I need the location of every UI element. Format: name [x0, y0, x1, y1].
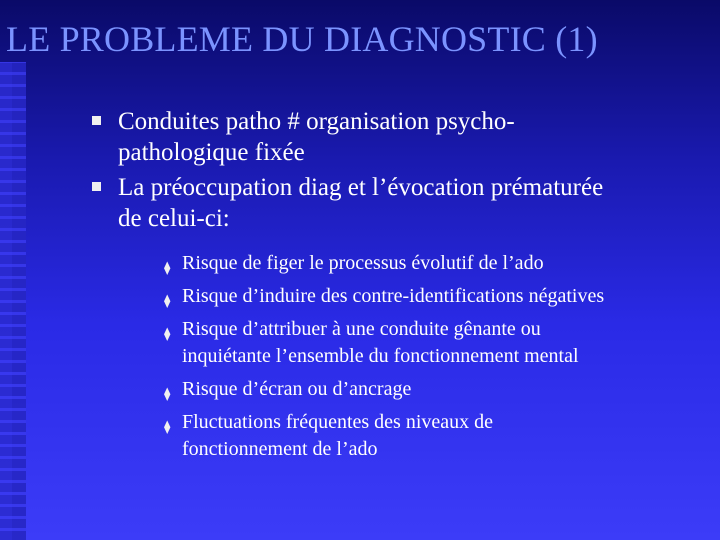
decorative-left-strip [0, 62, 26, 540]
sub-bullet-text-line: fonctionnement de l’ado [182, 438, 378, 460]
title-bar [0, 0, 720, 66]
sub-bullet-text-line: Risque d’induire des contre-identifications négatives [182, 285, 605, 307]
sub-bullet-item [164, 316, 710, 370]
sub-bullet-text-line: inquiétante l’ensemble du fonctionnement mental [182, 345, 579, 367]
sub-bullet-list [164, 250, 710, 469]
bullet-list [90, 106, 710, 234]
bullet-text-line: Conduites patho # organisation psycho- [118, 108, 515, 135]
sub-bullet-item [164, 250, 710, 277]
diamond-bullet-icon: ⧫ [164, 293, 171, 308]
sub-bullet-text-line: Risque de figer le processus évolutif de l’ado [182, 252, 544, 274]
diamond-bullet-icon: ⧫ [164, 386, 171, 401]
bullet-item [90, 172, 710, 234]
sub-bullet-item [164, 409, 710, 463]
square-bullet-icon [92, 182, 101, 191]
square-bullet-icon [92, 116, 101, 125]
diamond-bullet-icon: ⧫ [164, 326, 171, 341]
bullet-item [90, 106, 710, 168]
diamond-bullet-icon: ⧫ [164, 419, 171, 434]
sub-bullet-item [164, 283, 710, 310]
slide-title: LE PROBLEME DU DIAGNOSTIC (1) [6, 19, 598, 59]
sub-bullet-item [164, 376, 710, 403]
sub-bullet-text-line: Fluctuations fréquentes des niveaux de [182, 411, 494, 433]
sub-bullet-text-line: Risque d’écran ou d’ancrage [182, 378, 412, 400]
diamond-bullet-icon: ⧫ [164, 260, 171, 275]
sub-bullet-text-line: Risque d’attribuer à une conduite gênante ou [182, 318, 541, 340]
bullet-text-line: La préoccupation diag et l’évocation prématurée [118, 174, 604, 201]
bullet-text-line: pathologique fixée [118, 139, 305, 166]
bullet-text-line: de celui-ci: [118, 205, 230, 232]
